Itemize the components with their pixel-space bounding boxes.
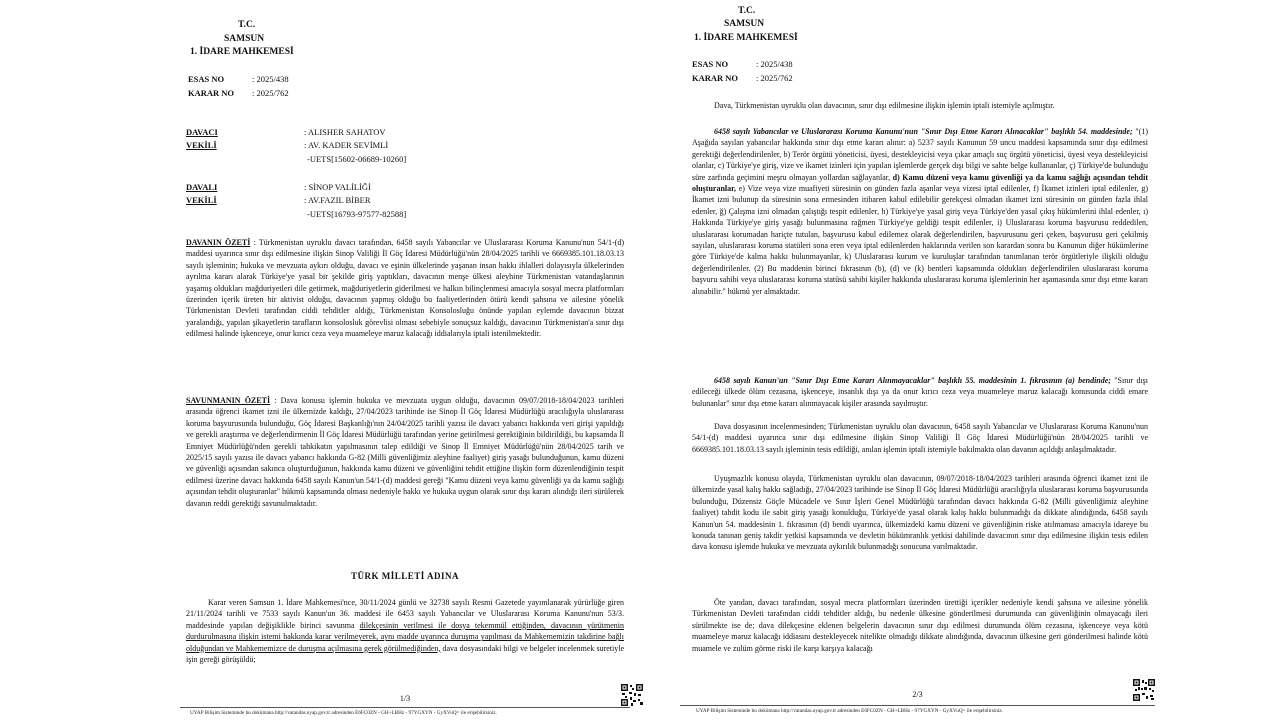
- court-city-p2: SAMSUN: [724, 19, 765, 29]
- madde-54-text-b: e) Vize veya vize muafiyeti süresinin on günden fazla aşanlar veya vizesi iptal edilenler, f) İkamet izinleri iptal edilenler, g) İkamet izni bulunup da süresinin sona ermesinden itibaren kabul edilebilir gerekçesi olmadan ikamet izni süresinin on günden fazla ihlal edenler, ğ) Çalışma izni olmadan çalıştığı tespit edilenler, h) Türkiye'ye yasal giriş veya Türkiye'den yasal çıkış hükümlerini ihlal edenler, ı) Hakkında Türkiye'ye giriş yasağı bulunmasına rağmen Türkiye'ye geldiği tespit edilenler, i) Uluslararası koruma başvurusu reddedilen, uluslararası korumadan hariçte tutulan, başvurusu kabul edilemez olarak değerlendirilen, başvurusunu geri çeken, başvurusu geri çekilmiş sayılan, uluslararası koruma statüleri sona eren veya iptal edilenlerden haklarında verilen son karardan sonra bu Kanunun diğer hükümlerine göre Türkiye'de kalma hakkı bulunmayanlar, k) Uluslararası kurum ve kuruluşlar tarafından tanımlanan terör örgütleriyle ilişkili olduğu değerlendirilenler. (2) Bu maddenin birinci fıkrasının (b), (d) ve (k) bentleri kapsamında oldukları değerlendirilen uluslararası koruma başvuru sahibi veya uluslararası koruma statüsü sahibi kişiler hakkında uluslararası koruma işlemlerinin her aşamasında sınır dışı etme kararı alınabilir." hükmü yer almaktadır.: [692, 184, 1148, 296]
- dosya-inceleme-paragraph: Dava dosyasının incelenmesinden; Türkmenistan uyruklu olan davacının, 6458 sayılı Yabancılar ve Uluslararası Koruma Kanunu'nun 54/1-(d) maddesi uyarınca sınır dışı edilmesine ilişkin Sinop Valiliği İl Göç İdaresi Müdürlüğü'nün 28/04/2025 tarihli ve 6669385.101.18.03.13 sayılı işleminin tesis edildiği, anılan işlemin iptali istemiyle bakılmakta olan davanın açıldığı anlaşılmaktadır.: [692, 422, 1148, 454]
- madde-54-bold: d) Kamu düzeni veya kamu güvenliği ya da kamu sağlığı açısından tehdit oluşturanlar,: [692, 172, 1149, 194]
- madde-55-heading: 6458 sayılı Kanun'un "Sınır Dışı Etme Kararı Alınmayacaklar" başlıklı 55. maddesinin 1. fıkrasının (a) bendinde;: [714, 376, 1111, 385]
- davali-vekil-value: : AV.FAZIL BİBER: [304, 195, 371, 205]
- davaci-uets: -UETS[15602-06689-10260]: [307, 154, 407, 164]
- madde-54-text-a: "(1) Aşağıda sayılan yabancılar hakkında sınır dışı etme kararı alınır: a) 5237 sayılı Kanunun 59 uncu maddesi kapsamında sınır dışı edilmesi gerektiği değerlendirilenler, b) Terör örgütü yöneticisi, üyesi, destekleyicisi veya çıkar amaçlı suç örgütü yöneticisi, üyesi veya destekleyicisi olanlar, c) Türkiye'ye giriş, vize ve ikamet izinleri için yapılan işlemlerde gerçek dışı bilgi ve sahte belge kullananlar, ç) Türkiye'de bulunduğu süre zarfında geçimini meşru olmayan yollardan sağlayanlar,: [692, 127, 1149, 182]
- esas-row-p2: [692, 59, 793, 70]
- davali-vekil-label: VEKİLİ: [186, 195, 217, 205]
- davaci-label: DAVACI: [186, 127, 218, 137]
- davali-label: DAVALI: [186, 182, 218, 192]
- davali-value: : SİNOP VALİLİĞİ: [304, 182, 371, 192]
- esas-value: : 2025/438: [252, 74, 289, 84]
- uyap-footer: UYAP Bilişim Sisteminde bu dokümana http://vatandas.uyap.gov.tr adresinden E6FC0ZN - GH+LBHz - 97YGXYN - GyXVuQ= ile erişebilirsiniz.: [190, 710, 497, 716]
- court-name: 1. İDARE MAHKEMESİ: [190, 47, 294, 57]
- davali-vekil-row: [186, 195, 371, 206]
- esas-label-p2: ESAS NO: [692, 59, 729, 69]
- footer-divider-p2: [680, 705, 1155, 706]
- davali-row: [186, 182, 371, 193]
- court-name-p2: 1. İDARE MAHKEMESİ: [694, 33, 798, 43]
- savunmanin-ozeti-label: SAVUNMANIN ÖZETİ: [186, 396, 271, 405]
- madde-55-paragraph: [692, 375, 1148, 409]
- decision-text-end: dava dosyasındaki bilgi ve belgeler incelenmek suretiyle işin gereği görüşüldü;: [186, 643, 625, 665]
- karar-value-p2: : 2025/762: [756, 73, 793, 83]
- esas-value-p2: : 2025/438: [756, 59, 793, 69]
- savunmanin-ozeti-text: : Dava konusu işlemin hukuka ve mevzuata uygun olduğu, davacının 09/07/2018-18/04/2023 tarihleri arasında öğrenci ikamet izni ile ülkemizde kaldığı, 27/04/2023 tarihinde ise Sinop İl Göç İdaresi Müdürlüğü aracılığıyla uluslararası koruma başvurusunda bulunduğu, Göç İdaresi Başkanlığı'nın 24/04/2025 tarihli yazısı ile davacı yabancı hakkında veri girişi yapıldığı ve gerekli araştırma ve değerlendirmenin İl Göç İdaresi Müdürlüğü tarafından yerine getirilmesi gerektiğinin bildirildiği, bu kapsamda İl Emniyet Müdürlüğü'nden gerekli tahkikatın yapılmasının talep edildiği ve Sinop İl Emniyet Müdürlüğü'nün 28/04/2025 tarih ve 2025/15 sayılı yazısı ile davacı yabancı hakkında G-82 (Milli güvenliğimiz aleyhine faaliyet) giriş yasağı bulunduğunun, kamu düzeni ve güvenliği açısından sakınca oluşturduğunun, hakkında kamu düzeni ve güvenliğini tehdit ettiğine ilişkin form düzenlendiğinin tespit edilmesi üzerine davacı hakkında 6458 sayılı Kanun'un 54/1-(d) maddesi gereği "Kamu düzeni veya kamu güvenliği ya da kamu sağlığı açısından tehdit oluşturanlar" hükmü kapsamında olması nedeniyle hakkı ve hukuka uygun olarak sınır dışı kararı alındığı ileri sürülerek davanın reddi gerektiği savunulmaktadır.: [186, 396, 625, 508]
- madde-55-text: "Sınır dışı edileceği ülkede ölüm cezasına, işkenceye, insanlık dışı ya da onur kırıcı ceza veya muameleye maruz kalacağı konusunda ciddi emare bulunanlar" sınır dışı etme kararı alınmayacak kişiler arasında sayılmıştır.: [692, 376, 1148, 408]
- footer-divider: [180, 707, 630, 708]
- davanin-ozeti-label: DAVANIN ÖZETİ: [186, 238, 251, 247]
- court-city: SAMSUN: [224, 34, 265, 44]
- dava-intro-paragraph: Dava, Türkmenistan uyruklu olan davacının, sınır dışı edilmesine ilişkin işlemin iptali istemiyle açılmıştır.: [714, 101, 1055, 110]
- page-number: 1/3: [399, 694, 411, 703]
- document-page-2: [680, 0, 1155, 720]
- davaci-value: : ALISHER SAHATOV: [304, 127, 386, 137]
- madde-54-paragraph: [692, 126, 1148, 297]
- ote-yandan-paragraph: Öte yandan, davacı tarafından, sosyal mecra platformları üzerinden ürettiği içerikler nedeniyle kendi şahsına ve ailesine yönelik Türkmenistan Devleti tarafından ciddi tehditler aldığı, bu nedenle ülkesine gönderilmesi durumunda can güvenliğinin olmayacağı ileri sürülmekte ise de; dava dilekçesine eklenen belgelerin davacının sınır dışı edilmesi durumunda ölüm cezasına, işkenceye veya kötü muameleye maruz kalacağı iddiasını destekleyecek nitelikte olmadığı dikkate alındığında, davacının ülkesine geri gönderilmesi halinde kötü muamele ve zulüm görme riski ile karşı karşıya kalacağı: [692, 598, 1148, 653]
- davanin-ozeti-text: : Türkmenistan uyruklu davacı tarafından, 6458 sayılı Yabancılar ve Uluslararası Koruma Kanunu'nun 54/1-(d) maddesi uyarınca sınır dışı edilmesine ilişkin Sinop Valiliği İl Göç İdaresi Müdürlüğü'nün 28/04/2025 tarihli ve 6669385.101.18.03.13 sayılı işleminin; hukuka ve mevzuata aykırı olduğu, davacı ve eşinin ülkelerinde yaşanan insan hakkı ihlalleri dolayısıyla ülkelerinden ayrılma kararı alarak Türkiye'ye yasal bir şekilde giriş yaptıkları, davacının menşe ülkesi aleyhine Türkmenistan vatandaşlarının yaşamış oldukları mağduriyetleri dile getirmek, mağduriyetlerin giderilmesi ve halkın bilinçlenmesi amacıyla sosyal mecra platformları üzerinden içerik üreten bir aktivist olduğu, davacının yapmış olduğu bu faaliyetlerinden ötürü kendi şahsına ve ailesine yönelik Türkmenistan Devleti tarafından ciddi tehditler aldığı, Türkmenistan Konsolosluğu önünde yapılan eylemde davacının bizzat yaralandığı, yapılan şikayetlerin tarafların konsolosluk görevlisi olması sebebiyle sonuçsuz kaldığı, davacının Türkmenistan'a sınır dışı edilmesi halinde işkenceye, onur kırıcı ceza veya muameleye maruz kalacağı iddialarıyla iptali istenilmektedir.: [186, 238, 624, 339]
- uyap-footer-p2: UYAP Bilişim Sisteminde bu dokümana http://vatandas.uyap.gov.tr adresinden E6FC0ZN - GH+LBHz - 97YGXYN - GyXVuQ= ile erişebilirsiniz.: [696, 708, 1003, 714]
- davaci-vekil-value: : AV. KADER SEVİMLİ: [304, 140, 389, 150]
- esas-row: [188, 74, 289, 85]
- esas-label: ESAS NO: [188, 74, 225, 84]
- decision-text-underlined: dilekçesinin verilmesi ile dosya tekemmül ettiğinden, davacının yürütmenin durdurulmasına ilişkin istemi hakkında karar verilmeyerek, aynı madde uyarınca duruşma yapılması da Mahkememizin takdirine bağlı olduğundan ve Mahkememizce de duruşma açılmasına gerek görülmediğinden,: [186, 620, 625, 653]
- document-page-1: [180, 0, 630, 720]
- davanin-ozeti-paragraph: [186, 237, 624, 340]
- qr-code-icon: [620, 683, 644, 707]
- davaci-vekil-label: VEKİLİ: [186, 140, 217, 150]
- qr-code-icon-p2: [1132, 678, 1156, 702]
- karar-value: : 2025/762: [252, 88, 289, 98]
- davaci-vekil-row: [186, 140, 388, 151]
- court-country-p2: T.C.: [738, 6, 756, 16]
- davali-uets: -UETS[16793-97577-82588]: [307, 209, 407, 219]
- savunmanin-ozeti-paragraph: [186, 395, 624, 509]
- karar-label-p2: KARAR NO: [692, 73, 739, 83]
- madde-54-heading: 6458 sayılı Yabancılar ve Uluslararası Koruma Kanunu'nun "Sınır Dışı Etme Kararı Alınacaklar" başlıklı 54. maddesinde;: [714, 127, 1133, 136]
- karar-row-p2: [692, 73, 793, 84]
- turk-milleti-adina-title: TÜRK MİLLETİ ADINA: [350, 571, 460, 581]
- decision-paragraph: [186, 597, 624, 665]
- court-country: T.C.: [238, 20, 256, 30]
- decision-text: Karar veren Samsun 1. İdare Mahkemesi'nce, 30/11/2024 günlü ve 32738 sayılı Resmi Gazetede yayımlanarak yürürlüğe giren 21/11/2024 tarihli ve 7533 sayılı Kanun'un 36. maddesi ile 6453 sayılı Yabancılar ve Uluslararası Koruma Kanunu'nun 53/3. maddesinde yapılan değişiklikle birinci savunma: [186, 598, 624, 630]
- page-number-p2: 2/3: [912, 690, 923, 699]
- karar-row: [188, 88, 289, 99]
- karar-label: KARAR NO: [188, 88, 235, 98]
- uyusmazlik-paragraph: Uyuşmazlık konusu olayda, Türkmenistan uyruklu olan davacının, 09/07/2018-18/04/2023 tarihleri arasında öğrenci ikamet izni ile ülkemizde yasal kalış hakkı sağladığı, 27/04/2023 tarihinde ise Sinop İl Göç İdaresi Müdürlüğü aracılığıyla uluslararası koruma başvurusunda bulunduğu, Düzensiz Göçle Mücadele ve Sınır İşleri Genel Müdürlüğü tarafından davacı hakkında G-82 (Milli güvenliğimiz aleyhine faaliyet) tahdit kodu ile sabit giriş yasağı konulduğu, Türkiye'de yasal olarak kalış hakkı bulunmadığı da dikkate alındığında, 6458 sayılı Kanun'un 54. maddesinin 1. fıkrasının (d) bendi uyarınca, ülkemizdeki kamu düzeni ve güvenliğinin riske atılmaması amacıyla idareye bu konuda tanınan geniş takdir yetkisi kapsamında ve devletin hükümranlık yetkisi dahilinde davacının sınır dışı edilmesine ilişkin tesis edilen dava konusu işlemde hukuka ve mevzuata aykırılık bulunmadığı sonucuna varılmaktadır.: [692, 474, 1148, 552]
- davaci-row: [186, 127, 386, 138]
